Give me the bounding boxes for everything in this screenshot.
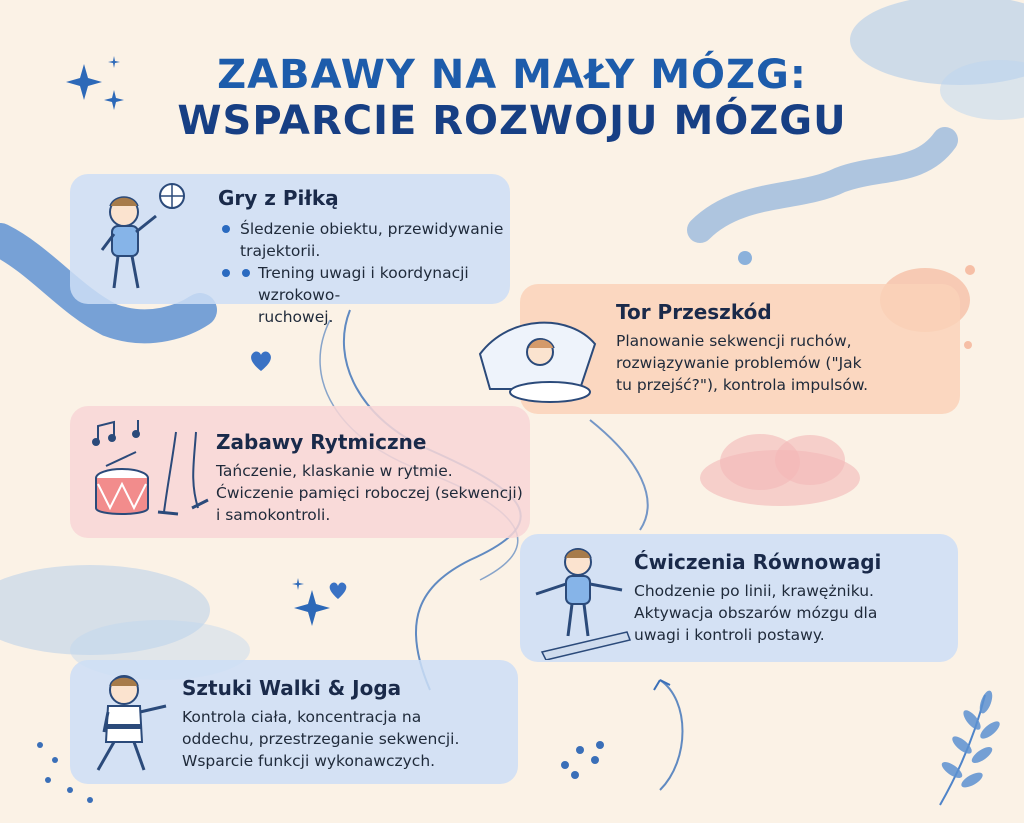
card-heading: Gry z Piłką xyxy=(218,186,339,210)
list-item: Śledzenie obiektu, przewidywanie trajektorii. xyxy=(218,218,508,262)
leaf-branch-icon xyxy=(930,690,1010,810)
card-body: Tańczenie, klaskanie w rytmie. Ćwiczenie pamięci roboczej (sekwencji) i samokontroli. xyxy=(216,462,523,524)
list-item: ruchowej. xyxy=(258,308,334,326)
bullet-list xyxy=(218,218,508,328)
heart-icon xyxy=(326,578,350,602)
card-martial-arts-yoga xyxy=(70,660,518,784)
card-ball-games xyxy=(70,174,510,326)
child-throwing-ball-illustration xyxy=(88,176,188,302)
card-heading: Sztuki Walki & Joga xyxy=(182,676,402,700)
page-title xyxy=(0,52,1024,144)
card-balance-exercises xyxy=(520,534,958,662)
child-balancing-illustration xyxy=(532,540,632,660)
drum-and-dancing-feet-illustration xyxy=(86,412,216,532)
card-obstacle-course xyxy=(520,284,960,414)
card-heading: Tor Przeszkód xyxy=(616,300,772,324)
card-rhythm-games xyxy=(70,406,530,538)
card-body: Kontrola ciała, koncentracja na oddechu, przestrzeganie sekwencji. Wsparcie funkcji wykonawczych. xyxy=(182,708,460,770)
card-heading: Ćwiczenia Równowagi xyxy=(634,550,882,574)
list-item: Trening uwagi i koordynacji wzrokowo- xyxy=(218,262,508,306)
card-body: Planowanie sekwencji ruchów, rozwiązywanie problemów ("Jak tu przejść?"), kontrola impulsów. xyxy=(616,332,869,394)
heart-icon xyxy=(247,346,275,374)
title-line-2: WSPARCIE ROZWOJU MÓZGU xyxy=(177,98,847,144)
title-line-1: ZABAWY NA MAŁY MÓZG: xyxy=(217,52,807,98)
card-heading: Zabawy Rytmiczne xyxy=(216,430,427,454)
card-body: Chodzenie po linii, krawężniku. Aktywacja obszarów mózgu dla uwagi i kontroli postawy. xyxy=(634,582,878,644)
child-crawling-illustration xyxy=(470,304,600,404)
child-martial-arts-illustration xyxy=(84,662,184,782)
